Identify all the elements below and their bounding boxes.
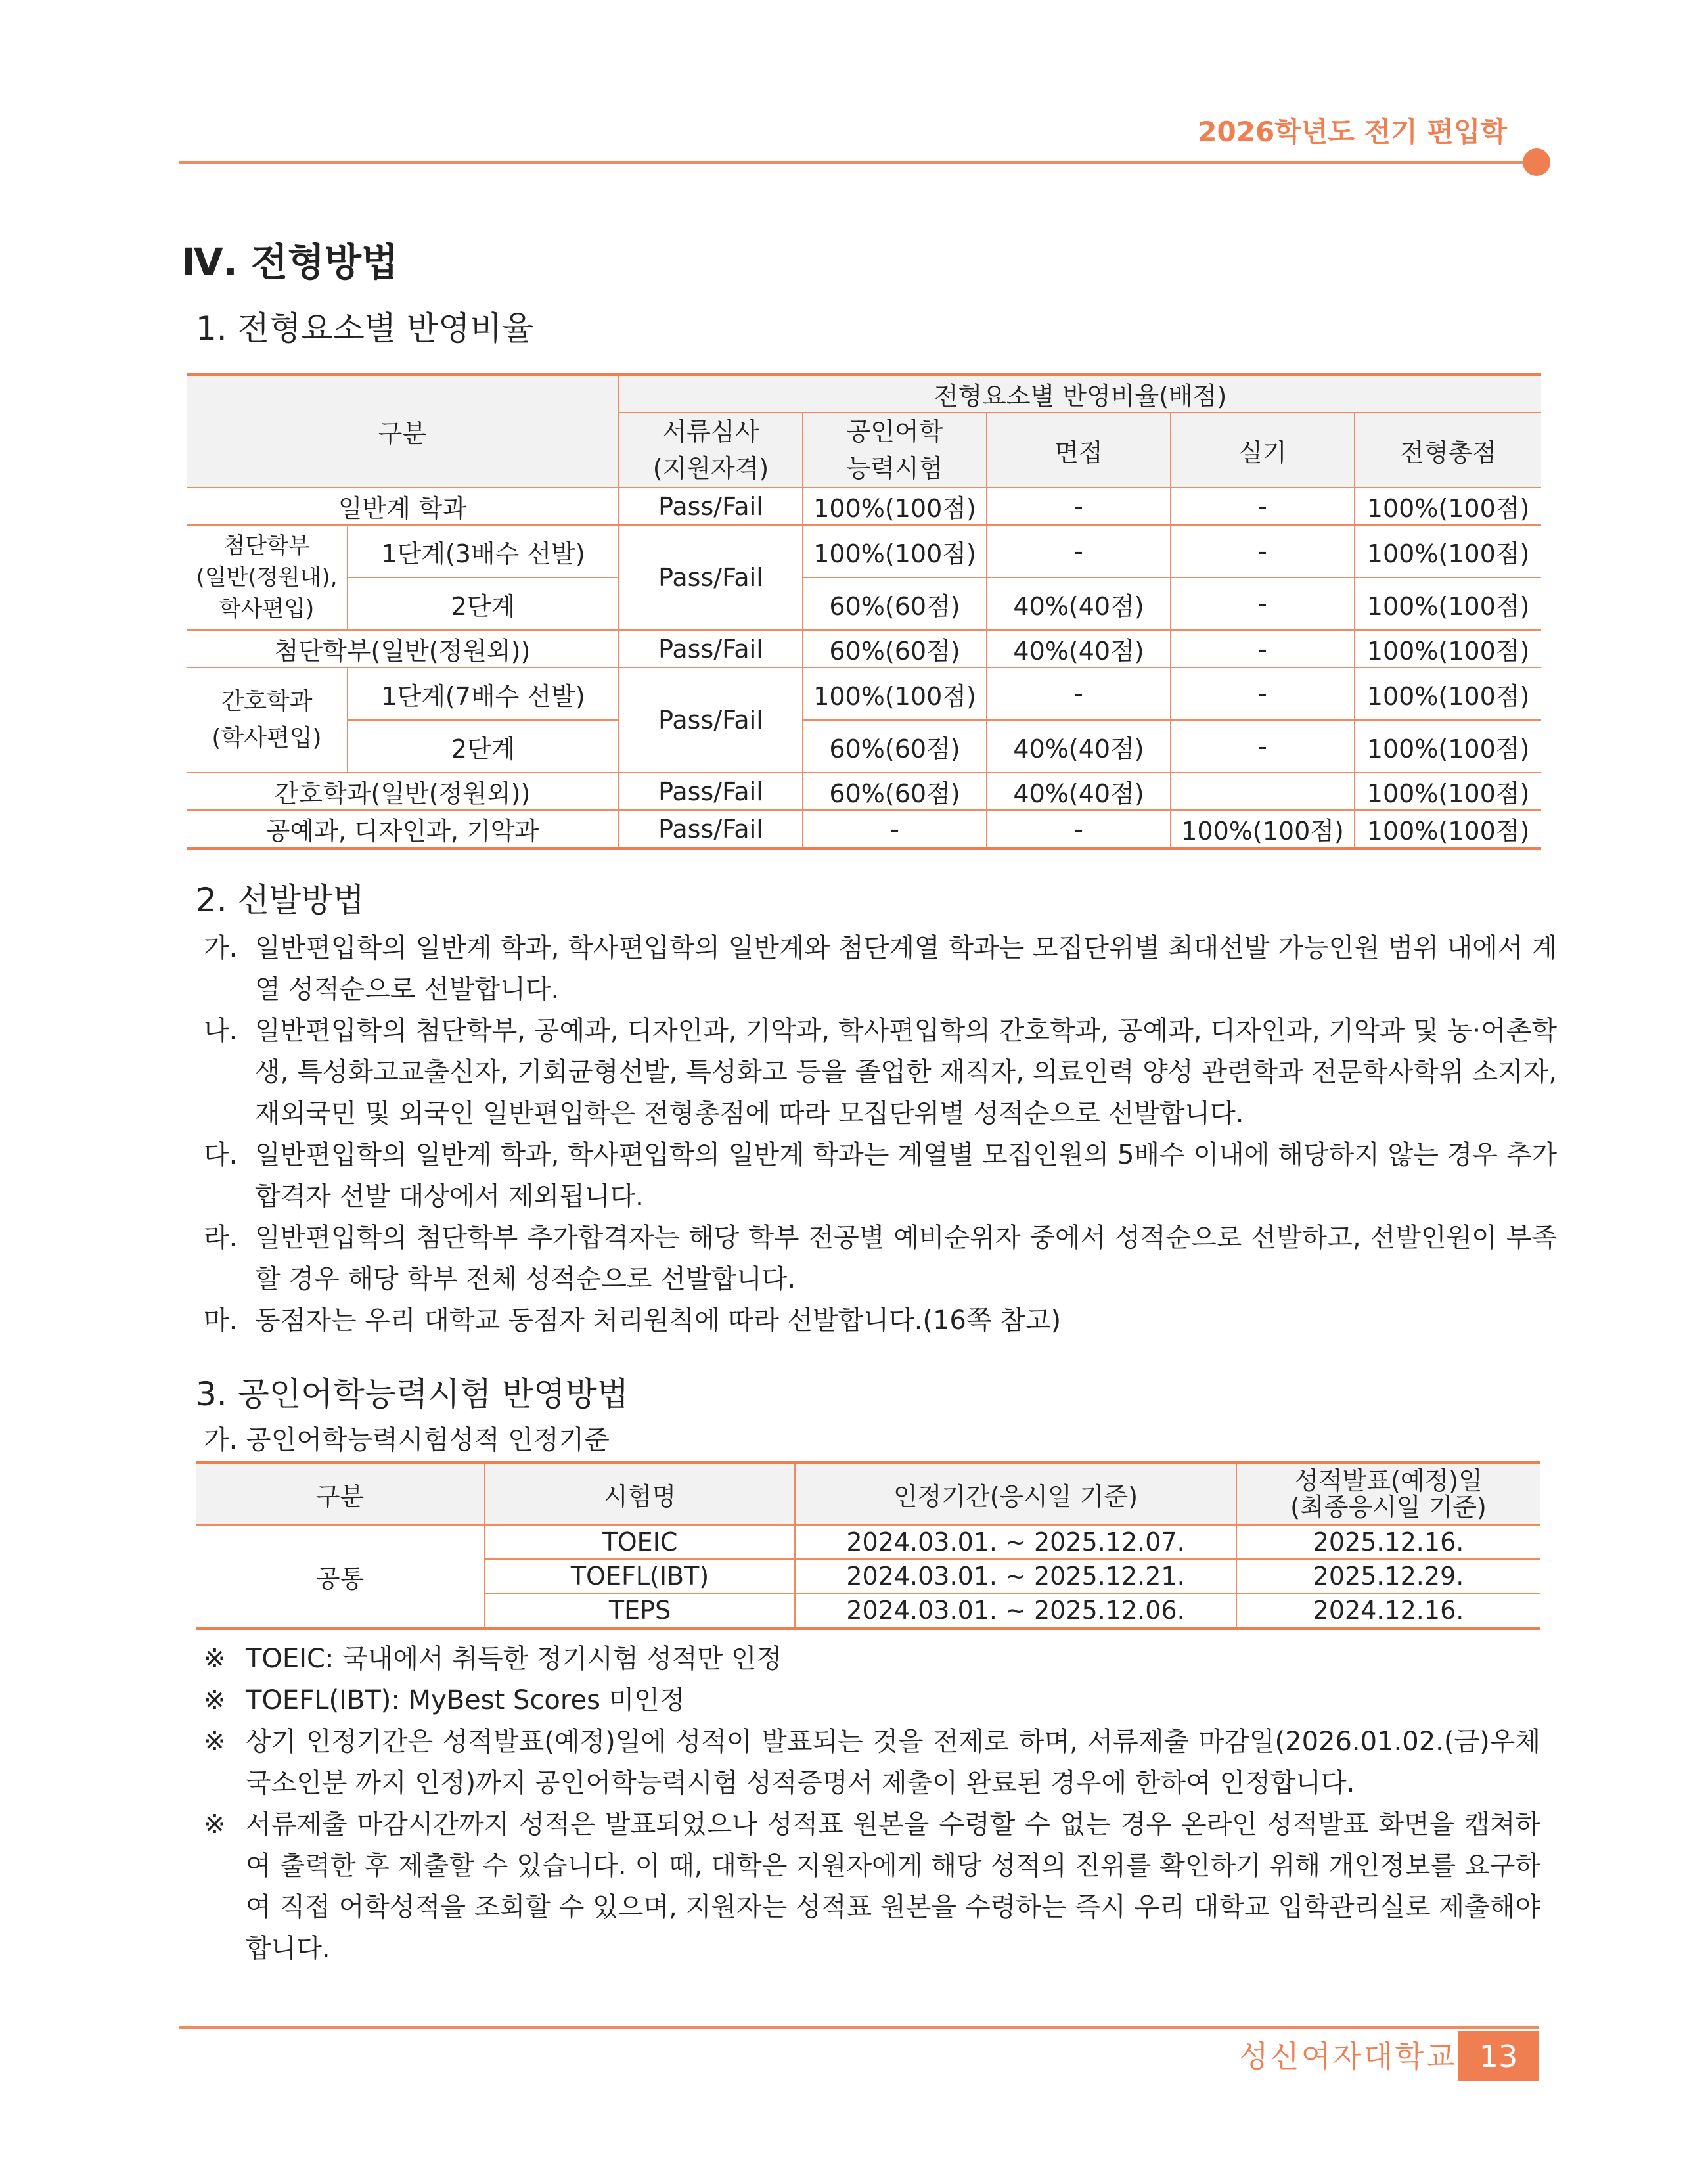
list-item (204, 928, 1557, 1010)
cell: 40%(40점) (987, 720, 1171, 773)
subsection-title-3a: 가. 공인어학능력시험성적 인정기준 (204, 1425, 610, 1455)
cell: 40%(40점) (987, 630, 1171, 668)
cell: Pass/Fail (619, 630, 803, 668)
cell: 2024.03.01. ~ 2025.12.21. (795, 1559, 1236, 1593)
list-item (204, 1135, 1557, 1217)
cell: - (1171, 577, 1355, 630)
cell: 100%(100점) (1355, 577, 1541, 630)
page-number: 13 (1458, 2031, 1539, 2081)
row-label: 간호학과(일반(정원외)) (187, 773, 619, 810)
cell: 100%(100점) (1355, 668, 1541, 720)
row-label: 2단계 (348, 720, 619, 773)
table-row (187, 720, 1541, 773)
note-item (204, 1721, 1540, 1804)
row-label: 2단계 (348, 577, 619, 630)
row-label: 1단계(3배수 선발) (348, 525, 619, 577)
list-item-label: 가. (204, 933, 238, 963)
cell: 60%(60점) (803, 720, 987, 773)
header-category: 구분 (187, 374, 619, 488)
note-text: 상기 인정기간은 성적발표(예정)일에 성적이 발표되는 것을 전제로 하며, 서류제출 마감일(2026.01.02.(금)우체국소인분 까지 인정)까지 공인어학능력시험 성적증명서 제출이 완료된 경우에 한하여 인정합니다. (246, 1727, 1540, 1798)
list-item-label: 나. (204, 1016, 238, 1046)
list-item-text: 일반편입학의 일반계 학과, 학사편입학의 일반계와 첨단계열 학과는 모집단위별 최대선발 가능인원 범위 내에서 계열 성적순으로 선발합니다. (255, 933, 1557, 1005)
note-text: 서류제출 마감시간까지 성적은 발표되었으나 성적표 원본을 수령할 수 없는 경우 온라인 성적발표 화면을 캡쳐하여 출력한 후 제출할 수 있습니다. 이 때, 대학은 지원자에게 해당 성적의 진위를 확인하기 위해 개인정보를 요구하여 직접 어학성적을 조회할 수 있으며, 지원자는 성적표 원본을 수령하는 즉시 우리 대학교 입학관리실로 제출해야 합니다. (246, 1809, 1540, 1964)
cell: 2024.12.16. (1236, 1593, 1540, 1629)
cell: 100%(100점) (1355, 630, 1541, 668)
note-symbol: ※ (204, 1685, 226, 1715)
cell: 100%(100점) (1355, 773, 1541, 810)
row-group-label: 첨단학부 (일반(정원내), 학사편입) (187, 525, 348, 630)
cell: - (987, 525, 1171, 577)
header-category: 구분 (196, 1462, 485, 1526)
note-item (204, 1639, 1540, 1680)
row-label: 첨단학부(일반(정원외)) (187, 630, 619, 668)
cell: 40%(40점) (987, 773, 1171, 810)
cell: Pass/Fail (619, 487, 803, 525)
list-item (204, 1010, 1557, 1135)
list-item-text: 일반편입학의 첨단학부, 공예과, 디자인과, 기악과, 학사편입학의 간호학과, 공예과, 디자인과, 기악과 및 농·어촌학생, 특성화고교출신자, 기회균형선발, 특성화고 등을 졸업한 재직자, 의료인력 양성 관련학과 전문학사학위 소지자, 재외국민 및 외국인 일반편입학은 전형총점에 따라 모집단위별 성적순으로 선발합니다. (255, 1016, 1557, 1129)
cell: Pass/Fail (619, 668, 803, 773)
cell: - (987, 810, 1171, 849)
group-label: 공통 (196, 1525, 485, 1629)
cell: 2024.03.01. ~ 2025.12.06. (795, 1593, 1236, 1629)
table-row (187, 630, 1541, 668)
cell: 100%(100점) (1355, 720, 1541, 773)
cell: - (1171, 487, 1355, 525)
header-group: 전형요소별 반영비율(배점) (619, 374, 1541, 413)
cell: - (1171, 720, 1355, 773)
cell: - (987, 487, 1171, 525)
running-header-title: 2026학년도 전기 편입학 (1198, 116, 1507, 148)
footer-rule (179, 2026, 1539, 2029)
cell: 2025.12.29. (1236, 1559, 1540, 1593)
note-symbol: ※ (204, 1727, 226, 1757)
header-exam: 시험명 (485, 1462, 795, 1526)
cell: Pass/Fail (619, 773, 803, 810)
note-symbol: ※ (204, 1809, 226, 1840)
footer-university-name: 성신여자대학교 (1239, 2039, 1458, 2074)
table-row (196, 1525, 1540, 1559)
table-row (187, 810, 1541, 849)
header-rule (179, 161, 1539, 164)
cell: 60%(60점) (803, 773, 987, 810)
list-item-label: 마. (204, 1305, 238, 1336)
cell: 100%(100점) (1355, 525, 1541, 577)
header-practical: 실기 (1171, 413, 1355, 487)
header-result-date: 성적발표(예정)일 (최종응시일 기준) (1236, 1462, 1540, 1526)
cell: 100%(100점) (1355, 810, 1541, 849)
cell: 2025.12.16. (1236, 1525, 1540, 1559)
score-ratio-table (187, 373, 1541, 850)
cell: TEPS (485, 1593, 795, 1629)
subsection-title-1: 1. 전형요소별 반영비율 (196, 309, 534, 348)
cell: TOEIC (485, 1525, 795, 1559)
row-group-label: 간호학과 (학사편입) (187, 668, 348, 773)
table-row (187, 487, 1541, 525)
header-period: 인정기간(응시일 기준) (795, 1462, 1236, 1526)
row-label: 공예과, 디자인과, 기악과 (187, 810, 619, 849)
list-item-label: 라. (204, 1223, 238, 1253)
note-item (204, 1680, 1540, 1721)
cell: 60%(60점) (803, 630, 987, 668)
list-item (204, 1217, 1557, 1300)
cell: 100%(100점) (803, 668, 987, 720)
note-symbol: ※ (204, 1644, 226, 1674)
cell: - (1171, 668, 1355, 720)
cell: 100%(100점) (803, 487, 987, 525)
subsection-title-2: 2. 선발방법 (196, 881, 365, 919)
language-test-table (196, 1461, 1540, 1630)
list-item-text: 일반편입학의 일반계 학과, 학사편입학의 일반계 학과는 계열별 모집인원의 5배수 이내에 해당하지 않는 경우 추가합격자 선발 대상에서 제외됩니다. (255, 1140, 1557, 1212)
header-dot (1523, 148, 1550, 176)
subsection-title-3: 3. 공인어학능력시험 반영방법 (196, 1375, 629, 1413)
cell: - (1171, 525, 1355, 577)
list-item (204, 1300, 1557, 1342)
cell: 60%(60점) (803, 577, 987, 630)
table-row (187, 668, 1541, 720)
header-interview: 면접 (987, 413, 1171, 487)
note-item (204, 1804, 1540, 1970)
list-item-text: 일반편입학의 첨단학부 추가합격자는 해당 학부 전공별 예비순위자 중에서 성적순으로 선발하고, 선발인원이 부족할 경우 해당 학부 전체 성적순으로 선발합니다. (255, 1223, 1557, 1294)
cell: - (803, 810, 987, 849)
table-row (187, 525, 1541, 577)
cell: Pass/Fail (619, 810, 803, 849)
header-documents: 서류심사 (지원자격) (619, 413, 803, 487)
cell: 100%(100점) (803, 525, 987, 577)
note-text: TOEIC: 국내에서 취득한 정기시험 성적만 인정 (246, 1644, 782, 1674)
list-item-label: 다. (204, 1140, 238, 1170)
cell: 100%(100점) (1355, 487, 1541, 525)
cell: 100%(100점) (1171, 810, 1355, 849)
cell: 40%(40점) (987, 577, 1171, 630)
table-row (187, 577, 1541, 630)
cell: TOEFL(IBT) (485, 1559, 795, 1593)
header-total: 전형총점 (1355, 413, 1541, 487)
list-item-text: 동점자는 우리 대학교 동점자 처리원칙에 따라 선발합니다.(16쪽 참고) (255, 1305, 1062, 1336)
cell: - (1171, 630, 1355, 668)
row-label: 일반계 학과 (187, 487, 619, 525)
cell: Pass/Fail (619, 525, 803, 630)
row-label: 1단계(7배수 선발) (348, 668, 619, 720)
cell (1171, 773, 1355, 810)
section-title: Ⅳ. 전형방법 (181, 240, 399, 284)
note-text: TOEFL(IBT): MyBest Scores 미인정 (246, 1685, 685, 1715)
cell: - (987, 668, 1171, 720)
header-language-test: 공인어학 능력시험 (803, 413, 987, 487)
cell: 2024.03.01. ~ 2025.12.07. (795, 1525, 1236, 1559)
table-row (187, 773, 1541, 810)
